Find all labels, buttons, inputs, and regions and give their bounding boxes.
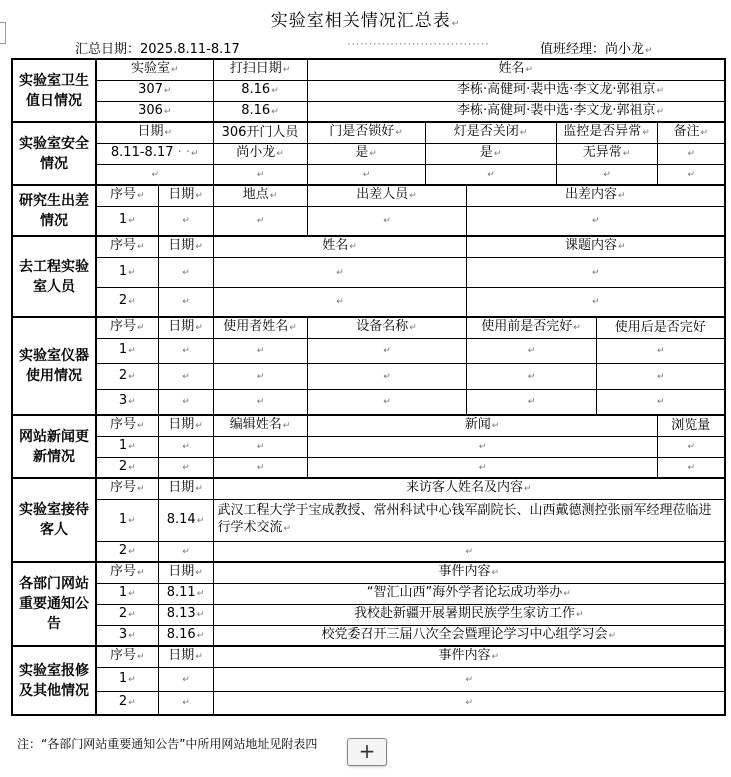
document-title: 实验室相关情况汇总表 ↵	[0, 6, 731, 31]
notices-header-date: 日期 ↵	[158, 562, 213, 583]
hygiene-header-names: 姓名 ↵	[307, 59, 725, 80]
empty-cell	[158, 287, 213, 317]
news-row-no: 2 ↵	[96, 457, 158, 478]
empty-cell	[158, 338, 213, 363]
empty-cell	[96, 164, 213, 185]
empty-cell	[596, 338, 725, 363]
repairs-header-content: 事件内容 ↵	[213, 646, 725, 667]
travel-category: 研究生出差情况	[12, 185, 96, 236]
safety-remark	[657, 143, 725, 164]
news-header-date: 日期 ↵	[158, 415, 213, 436]
empty-cell	[213, 667, 725, 691]
hygiene-header-lab: 实验室 ↵	[96, 59, 213, 80]
notices-row-no: 3 ↵	[96, 625, 158, 646]
instruments-row-no: 1 ↵	[96, 338, 158, 363]
repairs-header-date: 日期 ↵	[158, 646, 213, 667]
travel-header-place: 地点 ↵	[213, 185, 307, 206]
empty-cell	[213, 206, 307, 236]
duty-manager: 值班经理：尚小龙 ↵	[540, 38, 653, 57]
empty-cell	[213, 363, 307, 389]
engineering-header-date: 日期 ↵	[158, 236, 213, 257]
summary-info-line	[75, 38, 725, 56]
hygiene-category: 实验室卫生值日情况	[12, 59, 96, 122]
engineering-category: 去工程实验室人员	[12, 236, 96, 317]
empty-cell	[307, 363, 466, 389]
empty-cell	[213, 389, 307, 415]
empty-cell	[213, 436, 307, 457]
notices-row-date: 8.16 ↵	[158, 625, 213, 646]
empty-cell	[213, 287, 466, 317]
empty-cell	[466, 363, 596, 389]
notices-row-date: 8.13 ↵	[158, 604, 213, 625]
repairs-header-no: 序号 ↵	[96, 646, 158, 667]
safety-date: 8.11-8.17 · · ↵	[96, 143, 213, 164]
news-header-views: 浏览量	[657, 415, 725, 436]
news-header-no: 序号 ↵	[96, 415, 158, 436]
safety-camera: 无异常 ↵	[556, 143, 657, 164]
visitors-header-date: 日期 ↵	[158, 478, 213, 499]
travel-header-no: 序号 ↵	[96, 185, 158, 206]
instruments-header-no: 序号 ↵	[96, 317, 158, 338]
empty-cell	[158, 389, 213, 415]
engineering-header-topic: 课题内容 ↵	[466, 236, 725, 257]
empty-cell	[307, 457, 657, 478]
notices-category: 各部门网站重要通知公告	[12, 562, 96, 646]
empty-cell	[158, 436, 213, 457]
engineering-header-no: 序号 ↵	[96, 236, 158, 257]
empty-cell	[307, 206, 466, 236]
instruments-header-date: 日期 ↵	[158, 317, 213, 338]
hygiene-lab: 307 ↵	[96, 80, 213, 101]
instruments-header-user: 使用者姓名 ↵	[213, 317, 307, 338]
notices-header-no: 序号 ↵	[96, 562, 158, 583]
visitors-header-content: 来访客人姓名及内容 ↵	[213, 478, 725, 499]
news-header-editor: 编辑姓名 ↵	[213, 415, 307, 436]
empty-cell	[556, 164, 657, 185]
empty-cell	[466, 206, 725, 236]
visitors-header-no: 序号 ↵	[96, 478, 158, 499]
notices-row-no: 1 ↵	[96, 583, 158, 604]
empty-cell	[307, 338, 466, 363]
empty-cell	[213, 338, 307, 363]
repairs-row-no: 2 ↵	[96, 691, 158, 715]
notices-row-content: 校党委召开三届八次全会暨理论学习中心组学习会 ↵	[213, 625, 725, 646]
visitors-row-content: 武汉工程大学于宝成教授、常州科试中心钱军副院长、山西戴德测控张丽军经理莅临进行学术交流 ↵	[213, 499, 725, 541]
engineering-row-no: 2 ↵	[96, 287, 158, 317]
summary-date: 汇总日期：2025.8.11-8.17	[75, 42, 240, 57]
empty-cell	[213, 691, 725, 715]
news-row-no: 1 ↵	[96, 436, 158, 457]
empty-cell	[213, 457, 307, 478]
hygiene-names: 李栋·高健珂·裴中选·李文龙·郭祖京 ↵	[307, 80, 725, 101]
fill-leader: ·································	[347, 37, 490, 51]
visitors-row-date: 8.14 ↵	[158, 499, 213, 541]
visitors-category: 实验室接待客人	[12, 478, 96, 562]
safety-header-light: 灯是否关闭 ↵	[425, 122, 556, 143]
safety-opener: 尚小龙 ↵	[213, 143, 307, 164]
safety-header-remark: 备注 ↵	[657, 122, 725, 143]
empty-cell	[158, 363, 213, 389]
hygiene-date: 8.16 ↵	[213, 101, 307, 122]
travel-row-no: 1 ↵	[96, 206, 158, 236]
repairs-category: 实验室报修及其他情况	[12, 646, 96, 715]
safety-header-date: 日期 ↵	[96, 122, 213, 143]
notices-row-no: 2 ↵	[96, 604, 158, 625]
empty-cell	[466, 389, 596, 415]
notices-row-date: 8.11 ↵	[158, 583, 213, 604]
instruments-row-no: 2 ↵	[96, 363, 158, 389]
empty-cell	[596, 389, 725, 415]
add-row-button[interactable]: +	[347, 738, 387, 766]
empty-cell	[657, 164, 725, 185]
empty-cell	[158, 691, 213, 715]
safety-light: 是 ↵	[425, 143, 556, 164]
empty-cell	[466, 257, 725, 287]
visitors-row-no: 2 ↵	[96, 541, 158, 562]
travel-header-people: 出差人员 ↵	[307, 185, 466, 206]
travel-header-date: 日期 ↵	[158, 185, 213, 206]
empty-cell	[158, 206, 213, 236]
empty-cell	[307, 164, 425, 185]
empty-cell	[158, 667, 213, 691]
visitors-row-no: 1 ↵	[96, 499, 158, 541]
summary-table	[11, 58, 726, 716]
hygiene-header-date: 打扫日期 ↵	[213, 59, 307, 80]
instruments-header-before: 使用前是否完好 ↵	[466, 317, 596, 338]
instruments-category: 实验室仪器使用情况	[12, 317, 96, 415]
repairs-row-no: 1 ↵	[96, 667, 158, 691]
empty-cell	[307, 389, 466, 415]
empty-cell	[158, 257, 213, 287]
empty-cell	[657, 457, 725, 478]
news-category: 网站新闻更新情况	[12, 415, 96, 478]
empty-cell	[307, 436, 657, 457]
travel-header-content: 出差内容 ↵	[466, 185, 725, 206]
hygiene-lab: 306 ↵	[96, 101, 213, 122]
visitors-row-content	[213, 541, 725, 562]
empty-cell	[158, 457, 213, 478]
empty-cell	[657, 436, 725, 457]
engineering-row-no: 1 ↵	[96, 257, 158, 287]
empty-cell	[466, 338, 596, 363]
instruments-row-no: 3 ↵	[96, 389, 158, 415]
empty-cell	[213, 164, 307, 185]
safety-header-camera: 监控是否异常 ↵	[556, 122, 657, 143]
visitors-row-date	[158, 541, 213, 562]
hygiene-names: 李栋·高健珂·裴中选·李文龙·郭祖京 ↵	[307, 101, 725, 122]
empty-cell	[425, 164, 556, 185]
safety-category: 实验室安全情况	[12, 122, 96, 185]
empty-cell	[466, 287, 725, 317]
instruments-header-after: 使用后是否完好	[596, 317, 725, 338]
safety-header-opener: 306开门人员	[213, 122, 307, 143]
safety-door: 是 ↵	[307, 143, 425, 164]
notices-row-content: 我校赴新疆开展暑期民族学生家访工作 ↵	[213, 604, 725, 625]
safety-header-door: 门是否锁好 ↵	[307, 122, 425, 143]
engineering-header-name: 姓名 ↵	[213, 236, 466, 257]
notices-row-content: “智汇山西”海外学者论坛成功举办 ↵	[213, 583, 725, 604]
news-header-news: 新闻 ↵	[307, 415, 657, 436]
footnote: 注：“各部门网站重要通知公告”中所用网站地址见附表四	[17, 737, 318, 751]
instruments-header-device: 设备名称 ↵	[307, 317, 466, 338]
empty-cell	[213, 257, 466, 287]
notices-header-content: 事件内容 ↵	[213, 562, 725, 583]
empty-cell	[596, 363, 725, 389]
hygiene-date: 8.16 ↵	[213, 80, 307, 101]
